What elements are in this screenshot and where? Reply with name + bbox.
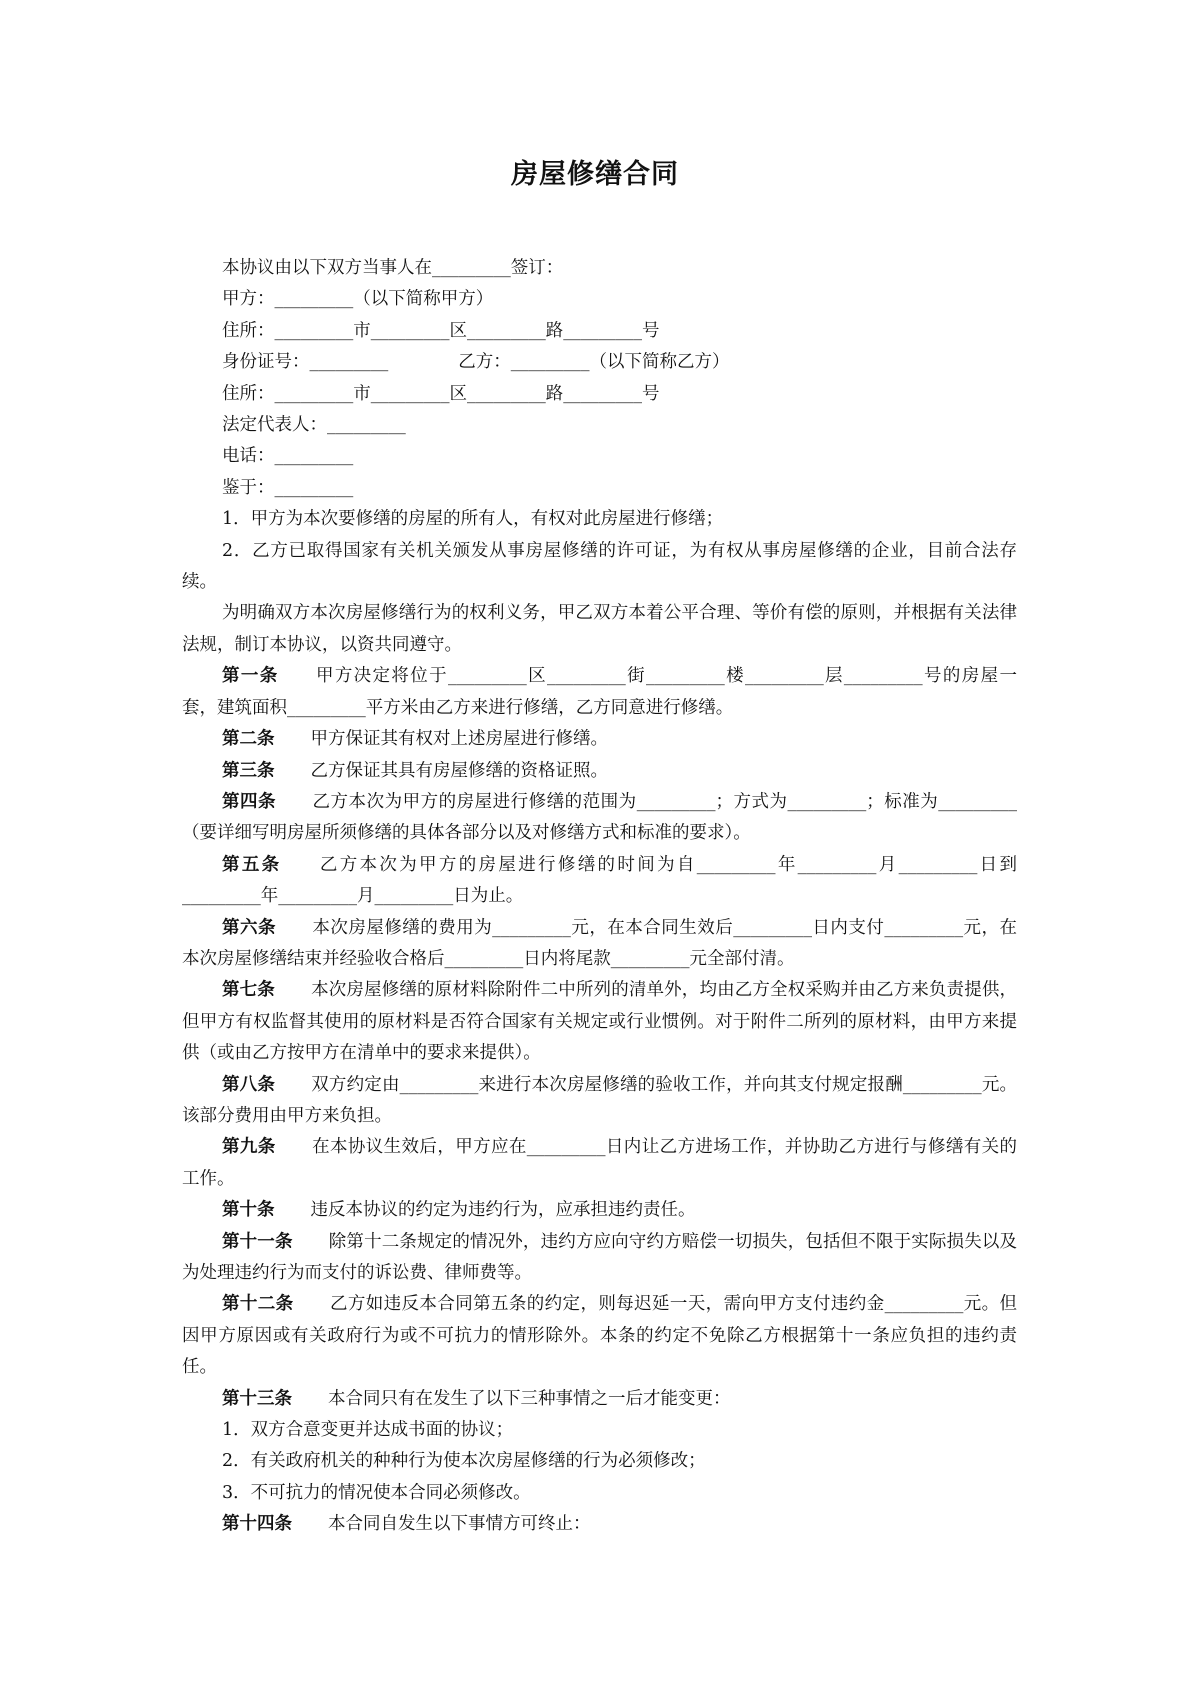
page-title: 房屋修缮合同 bbox=[511, 159, 679, 190]
article-label: 第四条 bbox=[222, 791, 277, 812]
address-b-line: 住所：_________市_________区_________路_________号 bbox=[222, 383, 660, 404]
article-8 bbox=[182, 1070, 1017, 1133]
article-label: 第六条 bbox=[222, 917, 276, 938]
article-label: 第二条 bbox=[222, 729, 275, 750]
purpose-paragraph: 为明确双方本次房屋修缮行为的权利义务，甲乙双方本着公平合理、等价有偿的原则，并根据有关法律法规，制订本协议，以资共同遵守。 bbox=[182, 603, 1017, 655]
id-party-b-line bbox=[182, 347, 1017, 378]
change-item-1: 1．双方合意变更并达成书面的协议； bbox=[222, 1420, 514, 1441]
article-3 bbox=[182, 756, 1017, 787]
article-6 bbox=[182, 913, 1017, 976]
party-b-field: 乙方：_________（以下简称乙方） bbox=[458, 352, 730, 373]
article-label: 第十二条 bbox=[222, 1294, 294, 1315]
article-11 bbox=[182, 1227, 1017, 1290]
address-a-line: 住所：_________市_________区_________路_________号 bbox=[222, 320, 660, 341]
article-label: 第十三条 bbox=[222, 1388, 292, 1409]
legal-rep-line: 法定代表人：_________ bbox=[222, 415, 406, 436]
article-9 bbox=[182, 1132, 1017, 1195]
article-label: 第十一条 bbox=[222, 1231, 293, 1252]
change-item-3: 3．不可抗力的情况使本合同必须修改。 bbox=[222, 1482, 531, 1503]
phone-line: 电话：_________ bbox=[222, 446, 354, 467]
article-text: 甲方决定将位于_________区_________街_________楼_________层_________号的房屋一套，建筑面积_________平方米由乙方来进行修缮，乙方同意进行修缮。 bbox=[182, 666, 1017, 718]
article-text: 本次房屋修缮的费用为_________元，在本合同生效后_________日内支付_________元，在本次房屋修缮结束并经验收合格后_________日内将尾款_________元全部付清。 bbox=[182, 917, 1018, 969]
article-text: 违反本协议的约定为违约行为，应承担违约责任。 bbox=[310, 1200, 696, 1221]
intro-line: 本协议由以下双方当事人在_________签订： bbox=[222, 258, 564, 278]
article-7 bbox=[182, 975, 1017, 1069]
contract-body bbox=[182, 253, 1017, 1541]
article-text: 乙方本次为甲方的房屋进行修缮的范围为_________；方式为_________；标准为_________（要详细写明房屋所须修缮的具体各部分以及对修缮方式和标准的要求）。 bbox=[182, 791, 1018, 844]
recital-1: 1．甲方为本次要修缮的房屋的所有人，有权对此房屋进行修缮； bbox=[222, 509, 724, 530]
article-text: 乙方保证其具有房屋修缮的资格证照。 bbox=[310, 760, 608, 781]
change-item-2: 2．有关政府机关的种种行为使本次房屋修缮的行为必须修改； bbox=[222, 1451, 706, 1472]
article-12 bbox=[182, 1289, 1017, 1383]
article-text: 本合同只有在发生了以下三种事情之一后才能变更： bbox=[328, 1388, 731, 1409]
article-14 bbox=[182, 1509, 1017, 1540]
article-label: 第七条 bbox=[222, 980, 275, 1001]
article-5 bbox=[182, 850, 1017, 913]
article-label: 第十四条 bbox=[222, 1514, 292, 1535]
article-label: 第十条 bbox=[222, 1200, 275, 1221]
article-label: 第九条 bbox=[222, 1137, 276, 1158]
recital-2: 2．乙方已取得国家有关机关颁发从事房屋修缮的许可证，为有权从事房屋修缮的企业，目前合法存续。 bbox=[182, 540, 1017, 593]
article-label: 第三条 bbox=[222, 760, 275, 781]
article-label: 第一条 bbox=[222, 666, 279, 687]
article-label: 第五条 bbox=[222, 854, 282, 875]
article-text: 双方约定由_________来进行本次房屋修缮的验收工作，并向其支付规定报酬_________元。该部分费用由甲方来负担。 bbox=[182, 1074, 1018, 1126]
article-text: 甲方保证其有权对上述房屋进行修缮。 bbox=[310, 729, 608, 750]
article-2 bbox=[182, 724, 1017, 755]
article-text: 本次房屋修缮的原材料除附件二中所列的清单外，均由乙方全权采购并由乙方来负责提供，但甲方有权监督其使用的原材料是否符合国家有关规定或行业惯例。对于附件二所列的原材料，由甲方来提供（或由乙方按甲方在清单中的要求来提供）。 bbox=[182, 980, 1018, 1064]
article-text: 乙方如违反本合同第五条的约定，则每迟延一天，需向甲方支付违约金_________元。但因甲方原因或有关政府行为或不可抗力的情形除外。本条的约定不免除乙方根据第十一条应负担的违约责任。 bbox=[182, 1294, 1018, 1378]
article-text: 在本协议生效后，甲方应在_________日内让乙方进场工作，并协助乙方进行与修缮有关的工作。 bbox=[182, 1137, 1018, 1189]
article-10 bbox=[182, 1195, 1017, 1226]
article-1 bbox=[182, 661, 1017, 724]
article-text: 乙方本次为甲方的房屋进行修缮的时间为自_________年_________月_________日到_________年_________月_________日为止。 bbox=[182, 854, 1018, 907]
whereas-line: 鉴于：_________ bbox=[222, 477, 354, 498]
article-label: 第八条 bbox=[222, 1074, 276, 1095]
article-13 bbox=[182, 1384, 1017, 1415]
article-text: 本合同自发生以下事情方可终止： bbox=[328, 1514, 591, 1535]
article-4 bbox=[182, 787, 1017, 850]
id-number-field: 身份证号：_________ bbox=[222, 352, 389, 373]
article-text: 除第十二条规定的情况外，违约方应向守约方赔偿一切损失，包括但不限于实际损失以及为处理违约行为而支付的诉讼费、律师费等。 bbox=[182, 1231, 1018, 1283]
party-a-line: 甲方：_________（以下简称甲方） bbox=[222, 289, 494, 310]
